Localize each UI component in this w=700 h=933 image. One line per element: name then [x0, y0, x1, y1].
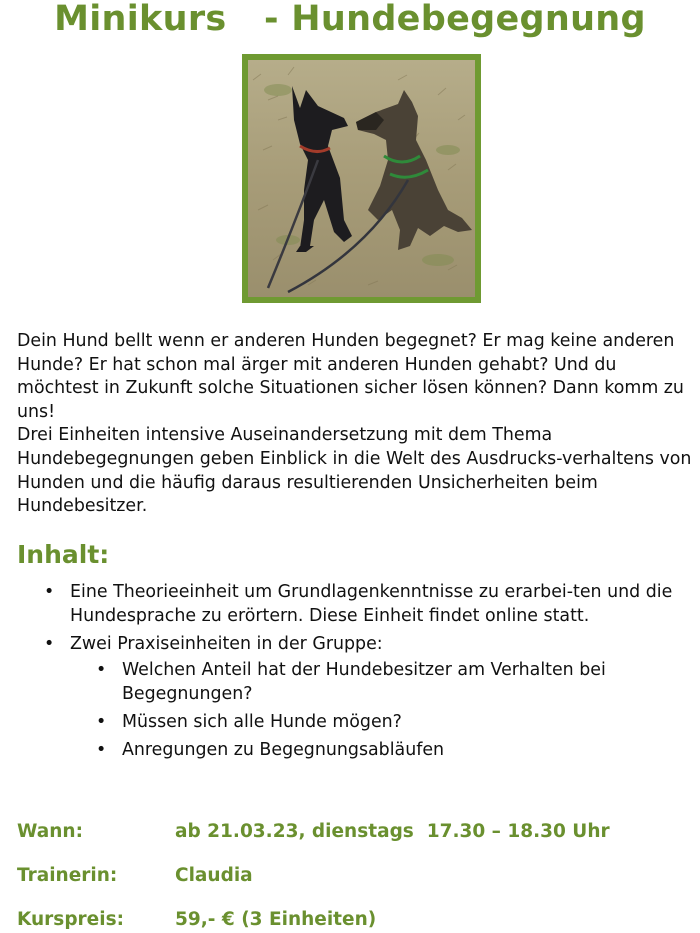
- trainer-label: Trainerin:: [17, 865, 118, 886]
- bullet-icon: •: [96, 712, 107, 732]
- dog-photo: [242, 54, 481, 303]
- sub-list-item: [96, 658, 694, 706]
- intro-text: [17, 330, 697, 519]
- list-item: [44, 580, 694, 628]
- intro-paragraph: Drei Einheiten intensive Auseinandersetzung mit dem Thema Hundebegegnungen geben Einblick in die Welt des Ausdrucks-verhaltens von Hunden und die häufig daraus resultierenden Unsicherheiten beim Hundebesitzer.: [17, 425, 692, 517]
- list-item: [44, 632, 694, 762]
- price-row: [17, 908, 376, 932]
- bullet-icon: •: [96, 660, 107, 680]
- list-item-text: Zwei Praxiseinheiten in der Gruppe:: [70, 634, 383, 654]
- bullet-icon: •: [44, 582, 55, 602]
- bullet-icon: •: [44, 634, 55, 654]
- trainer-value: Claudia: [175, 865, 253, 886]
- sub-list-item: [96, 710, 694, 734]
- sub-list-item-text: Welchen Anteil hat der Hundebesitzer am Verhalten bei Begegnungen?: [122, 660, 606, 704]
- sub-list: [96, 658, 694, 762]
- when-row: [17, 820, 610, 844]
- sub-list-item-text: Anregungen zu Begegnungsabläufen: [122, 740, 445, 760]
- price-label: Kurspreis:: [17, 909, 124, 930]
- content-heading: Inhalt:: [17, 540, 110, 569]
- trainer-row: [17, 864, 253, 888]
- list-item-text: Eine Theorieeinheit um Grundlagenkenntnisse zu erarbei-ten und die Hundesprache zu erörtern. Diese Einheit findet online statt.: [70, 582, 673, 626]
- price-value: 59,- € (3 Einheiten): [175, 909, 377, 930]
- sub-list-item: [96, 738, 694, 762]
- intro-paragraph: Dein Hund bellt wenn er anderen Hunden begegnet? Er mag keine anderen Hunde? Er hat schon mal ärger mit anderen Hunden gehabt? Und du möchtest in Zukunft solche Situationen sicher lösen können? Dann komm zu uns!: [17, 331, 684, 422]
- two-dogs-photo-icon: [248, 60, 475, 297]
- when-label: Wann:: [17, 821, 83, 842]
- content-list: [44, 580, 694, 766]
- page-title: Minikurs - Hundebegegnung: [54, 0, 646, 39]
- bullet-icon: •: [96, 740, 107, 760]
- when-value: ab 21.03.23, dienstags 17.30 – 18.30 Uhr: [175, 821, 610, 842]
- sub-list-item-text: Müssen sich alle Hunde mögen?: [122, 712, 402, 732]
